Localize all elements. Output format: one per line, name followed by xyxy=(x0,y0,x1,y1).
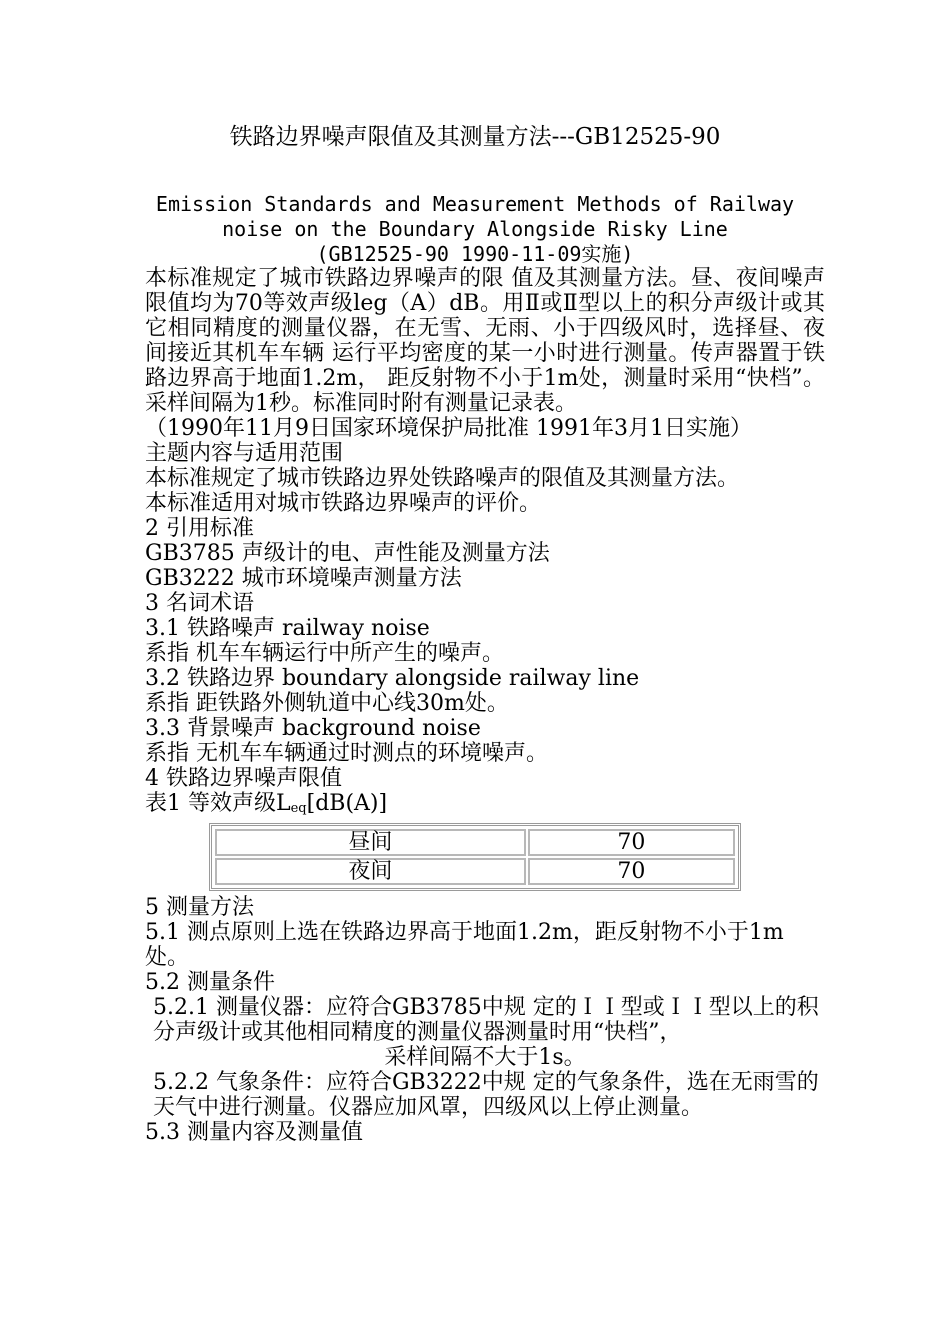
term-3-2: 3.2 铁路边界 boundary alongside railway line xyxy=(145,666,640,691)
definition-3-3: 系指 无机车车辆通过时测点的环境噪声。 xyxy=(145,741,548,766)
clause-5-3-heading: 5.3 测量内容及测量值 xyxy=(145,1120,363,1145)
approval-note: （1990年11月9日国家环境保护局批准 1991年3月1日实施） xyxy=(145,416,752,441)
clause-5-2-1: 5.2.1 测量仪器：应符合GB3785中规 定的ＩＩ型或ＩＩ型以上的积分声级计或其他相同精度的测量仪器测量时用“快档”， xyxy=(153,995,819,1045)
table-cell-value: 70 xyxy=(528,829,735,856)
table-cell-period: 昼间 xyxy=(215,829,526,856)
clause-5-1: 5.1 测点原则上选在铁路边界高于地面1.2m，距反射物不小于1m处。 xyxy=(145,920,784,970)
section-1-heading: 主题内容与适用范围 xyxy=(145,441,344,466)
english-title-line-3: (GB12525-90 1990-11-09实施) xyxy=(316,242,634,266)
section-4-heading: 4 铁路边界噪声限值 xyxy=(145,766,342,791)
table-row xyxy=(215,829,735,856)
table-caption xyxy=(145,791,825,819)
document-body xyxy=(145,266,825,1145)
table-cell-period: 夜间 xyxy=(215,858,526,885)
english-title-line-2: noise on the Boundary Alongside Risky Line xyxy=(222,217,728,241)
english-title-line-1: Emission Standards and Measurement Methods of Railway xyxy=(155,192,795,216)
section-2-heading: 2 引用标准 xyxy=(145,516,254,541)
clause-5-2-heading: 5.2 测量条件 xyxy=(145,970,275,995)
table-row xyxy=(215,858,735,885)
definition-3-2: 系指 距铁路外侧轨道中心线30m处。 xyxy=(145,691,509,716)
noise-limit-table xyxy=(209,823,741,891)
table-cell-value: 70 xyxy=(528,858,735,885)
document-title: 铁路边界噪声限值及其测量方法---GB12525-90 xyxy=(229,124,721,150)
clause-5-2-1-continued: 采样间隔不大于1s。 xyxy=(384,1045,586,1070)
term-3-1: 3.1 铁路噪声 railway noise xyxy=(145,616,430,641)
english-title xyxy=(150,192,800,267)
section-1-paragraph-2: 本标准适用对城市铁路边界噪声的评价。 xyxy=(145,491,542,516)
definition-3-1: 系指 机车车辆运行中所产生的噪声。 xyxy=(145,641,504,666)
table-caption-suffix: [dB(A)] xyxy=(306,791,388,816)
abstract-paragraph: 本标准规定了城市铁路边界噪声的限 值及其测量方法。昼、夜间噪声限值均为70等效声级leg（A）dB。用Ⅱ或Ⅱ型以上的积分声级计或其它相同精度的测量仪器，在无雪、无雨、小于四级风时，选择昼、夜间接近其机车车辆 运行平均密度的某一小时进行测量。传声器置于铁路边界高于地面1.2m， 距反射物不小于1m处，测量时采用“快档”。采样间隔为1秒。标准同时附有测量记录表。 xyxy=(145,266,825,416)
reference-gb3785: GB3785 声级计的电、声性能及测量方法 xyxy=(145,541,550,566)
table-caption-subscript: eq xyxy=(290,801,307,816)
section-1-paragraph-1: 本标准规定了城市铁路边界处铁路噪声的限值及其测量方法。 xyxy=(145,466,740,491)
reference-gb3222: GB3222 城市环境噪声测量方法 xyxy=(145,566,462,591)
clause-5-2-2: 5.2.2 气象条件：应符合GB3222中规 定的气象条件，选在无雨雪的天气中进行测量。仪器应加风罩，四级风以上停止测量。 xyxy=(153,1070,819,1120)
term-3-3: 3.3 背景噪声 background noise xyxy=(145,716,481,741)
section-3-heading: 3 名词术语 xyxy=(145,591,254,616)
section-5-heading: 5 测量方法 xyxy=(145,895,254,920)
table-caption-prefix: 表1 等效声级L xyxy=(145,791,291,816)
